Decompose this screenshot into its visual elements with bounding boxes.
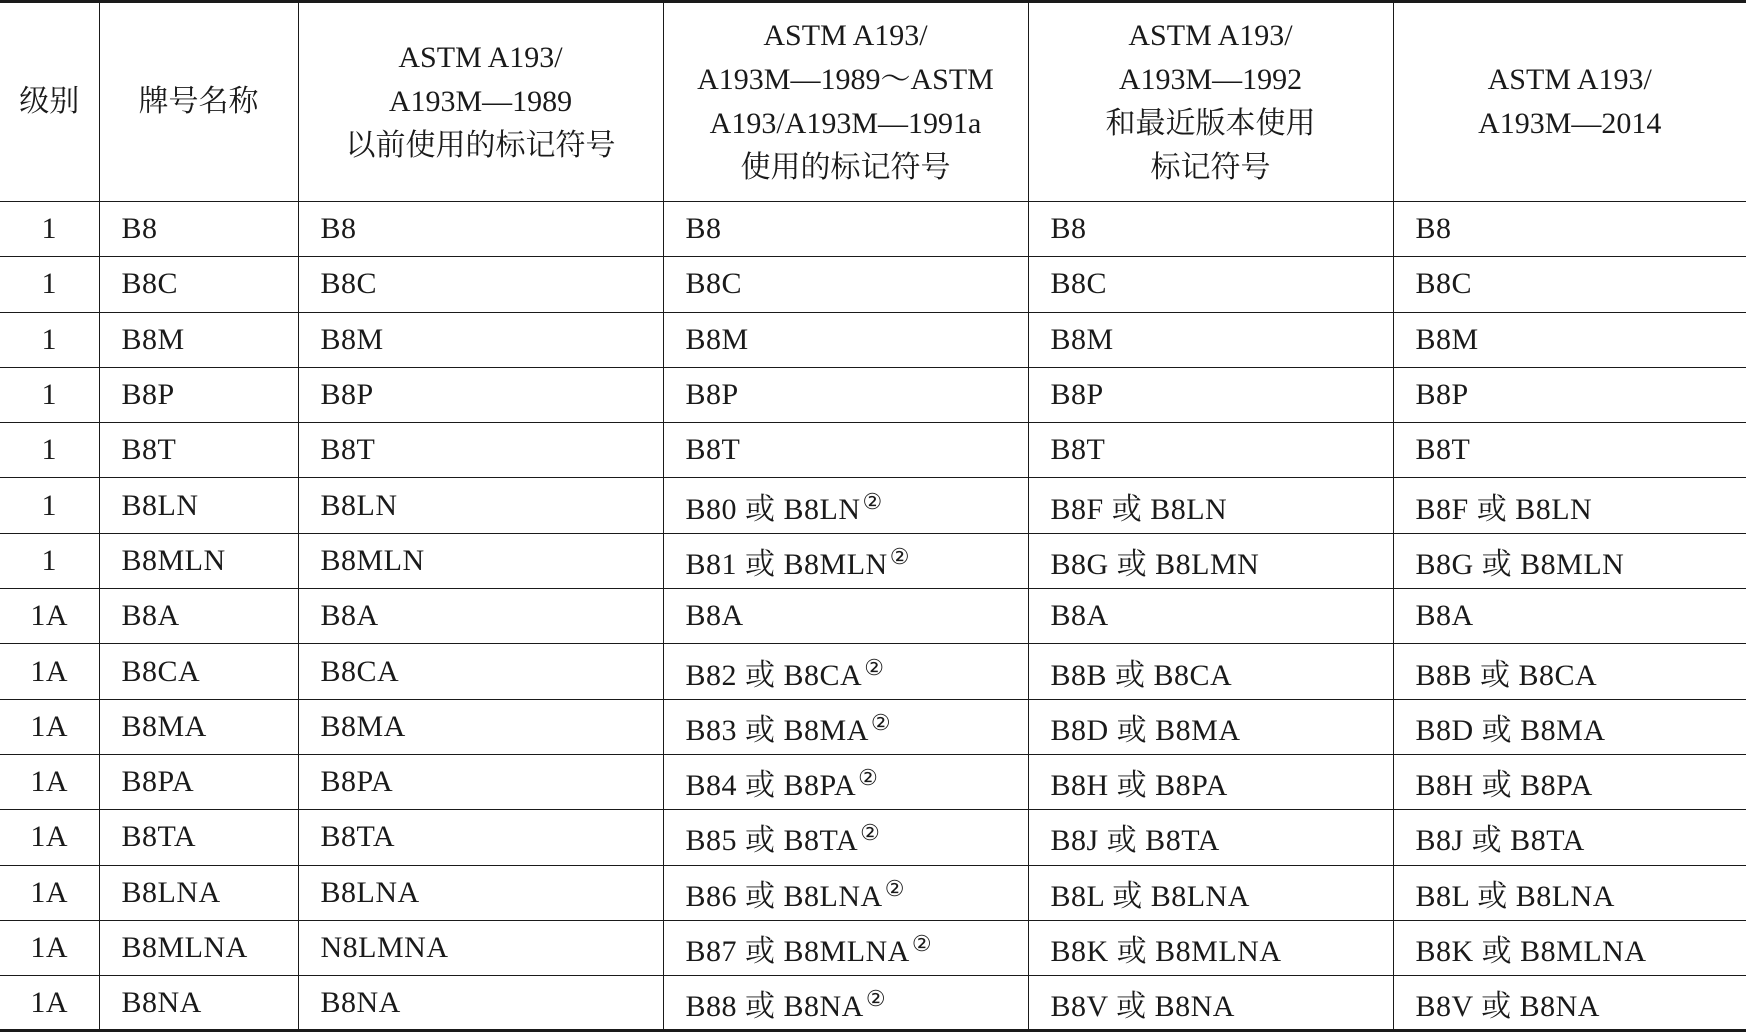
cell-text: B8A <box>1415 599 1474 633</box>
cell-marking-pre-1989 <box>298 257 663 312</box>
cell-text: B81 或 B8MLN <box>685 547 888 581</box>
cell-marking-1992-recent <box>1028 533 1393 588</box>
cell-marking-2014 <box>1393 754 1746 809</box>
column-header-marking-2014 <box>1393 2 1746 202</box>
cell-text: B8MLN <box>320 543 425 577</box>
cell-text: B87 或 B8MLNA <box>685 935 910 968</box>
cell-text: 1 <box>41 267 57 301</box>
table-row <box>0 367 1746 422</box>
cell-text: B8MA <box>121 709 207 743</box>
cell-text: B8NA <box>121 985 202 1019</box>
table-row <box>0 423 1746 478</box>
cell-marking-1992-recent <box>1028 202 1393 257</box>
cell-grade <box>0 865 99 920</box>
cell-text: B8T <box>121 433 177 467</box>
cell-text: B8P <box>1050 378 1104 412</box>
cell-text: B8M <box>1050 322 1114 356</box>
cell-text: B8M <box>121 322 185 356</box>
header-line: A193M—1989～ASTM <box>697 63 994 96</box>
cell-text: B8H 或 B8PA <box>1415 769 1593 803</box>
cell-text: B8A <box>685 599 744 633</box>
cell-text: B8PA <box>121 765 195 799</box>
header-line: A193M—2014 <box>1478 107 1662 140</box>
cell-text: B8PA <box>320 765 394 799</box>
cell-text: B8 <box>1415 212 1452 246</box>
cell-text: B8H 或 B8PA <box>1050 769 1228 803</box>
cell-designation <box>99 754 298 809</box>
cell-grade <box>0 533 99 588</box>
cell-designation <box>99 202 298 257</box>
table-row <box>0 920 1746 975</box>
cell-text: B8C <box>1050 267 1108 301</box>
cell-text: B8V 或 B8NA <box>1050 989 1235 1023</box>
cell-marking-1989-1991a <box>663 699 1028 754</box>
cell-grade <box>0 423 99 478</box>
cell-marking-1989-1991a <box>663 754 1028 809</box>
cell-text: B8V 或 B8NA <box>1415 989 1600 1023</box>
cell-text: B8P <box>320 378 374 412</box>
cell-text: B8CA <box>121 654 201 688</box>
cell-text: B8A <box>121 599 180 633</box>
cell-grade <box>0 202 99 257</box>
table-row <box>0 644 1746 699</box>
cell-text: B8TA <box>320 820 396 854</box>
cell-designation <box>99 312 298 367</box>
cell-marking-2014 <box>1393 423 1746 478</box>
cell-marking-2014 <box>1393 644 1746 699</box>
cell-marking-1989-1991a <box>663 202 1028 257</box>
cell-grade <box>0 589 99 644</box>
cell-marking-1992-recent <box>1028 312 1393 367</box>
cell-text: B8 <box>685 212 722 246</box>
cell-text: B8G 或 B8MLN <box>1415 547 1625 581</box>
cell-marking-1992-recent <box>1028 367 1393 422</box>
header-line: 牌号名称 <box>138 85 259 118</box>
header-line: 使用的标记符号 <box>740 151 951 184</box>
cell-marking-2014 <box>1393 312 1746 367</box>
table-row <box>0 202 1746 257</box>
footnote-marker: ② <box>911 931 933 956</box>
cell-text: B8C <box>1415 267 1473 301</box>
header-line: A193M—1989 <box>388 85 573 118</box>
cell-grade <box>0 312 99 367</box>
cell-designation <box>99 533 298 588</box>
cell-text: B80 或 B8LN <box>685 492 861 526</box>
cell-text: B8K 或 B8MLNA <box>1050 935 1282 968</box>
cell-marking-1992-recent <box>1028 865 1393 920</box>
cell-marking-1992-recent <box>1028 754 1393 809</box>
cell-text: B8M <box>320 322 384 356</box>
header-line: 以前使用的标记符号 <box>345 129 616 162</box>
cell-marking-pre-1989 <box>298 644 663 699</box>
cell-designation <box>99 976 298 1031</box>
cell-text: B8 <box>121 212 158 246</box>
cell-text: B8MA <box>320 709 406 743</box>
table-row <box>0 312 1746 367</box>
cell-designation <box>99 644 298 699</box>
cell-text: N8LMNA <box>320 931 449 964</box>
cell-designation <box>99 367 298 422</box>
footnote-marker: ② <box>870 709 892 735</box>
footnote-marker: ② <box>884 875 905 901</box>
cell-grade <box>0 810 99 865</box>
header-line: 和最近版本使用 <box>1105 107 1316 140</box>
cell-text: B8K 或 B8MLNA <box>1415 935 1647 968</box>
cell-text: B8T <box>1415 433 1471 467</box>
cell-text: B83 或 B8MA <box>685 713 869 747</box>
cell-marking-2014 <box>1393 976 1746 1031</box>
table-row <box>0 810 1746 865</box>
table-row <box>0 865 1746 920</box>
cell-text: 1A <box>30 654 69 688</box>
table-row <box>0 257 1746 312</box>
cell-marking-pre-1989 <box>298 478 663 533</box>
cell-text: B8D 或 B8MA <box>1415 713 1606 747</box>
cell-grade <box>0 257 99 312</box>
table-body <box>0 202 1746 1031</box>
cell-marking-2014 <box>1393 699 1746 754</box>
cell-grade <box>0 478 99 533</box>
cell-text: B8M <box>685 322 749 356</box>
cell-text: B8T <box>685 433 741 467</box>
cell-grade <box>0 644 99 699</box>
table-row <box>0 976 1746 1031</box>
cell-text: B8A <box>320 599 379 633</box>
cell-text: 1A <box>30 820 69 854</box>
cell-text: B8C <box>685 267 743 301</box>
cell-text: B8L 或 B8LNA <box>1050 879 1250 913</box>
column-header-designation <box>99 2 298 202</box>
cell-text: B82 或 B8CA <box>685 658 863 692</box>
cell-text: 1 <box>41 322 57 356</box>
cell-marking-pre-1989 <box>298 202 663 257</box>
cell-text: B8LNA <box>320 875 420 909</box>
cell-grade <box>0 367 99 422</box>
cell-text: B8P <box>121 378 175 412</box>
cell-text: B8C <box>320 267 378 301</box>
cell-text: 1A <box>30 765 69 799</box>
cell-marking-1992-recent <box>1028 810 1393 865</box>
cell-text: B8 <box>320 212 357 246</box>
header-line: ASTM A193/ <box>1487 63 1652 96</box>
cell-text: B8G 或 B8LMN <box>1050 547 1260 581</box>
cell-marking-1989-1991a <box>663 920 1028 975</box>
cell-marking-pre-1989 <box>298 865 663 920</box>
header-line: 标记符号 <box>1150 151 1271 184</box>
cell-text: B8A <box>1050 599 1109 633</box>
cell-text: B8B 或 B8CA <box>1415 658 1598 692</box>
table-row <box>0 754 1746 809</box>
cell-marking-2014 <box>1393 810 1746 865</box>
cell-designation <box>99 478 298 533</box>
cell-text: B8F 或 B8LN <box>1415 492 1593 526</box>
cell-text: B8T <box>320 433 376 467</box>
cell-text: B8P <box>1415 378 1469 412</box>
cell-text: B8CA <box>320 654 400 688</box>
cell-marking-1992-recent <box>1028 699 1393 754</box>
cell-grade <box>0 699 99 754</box>
footnote-marker: ② <box>864 654 885 680</box>
cell-text: 1A <box>30 875 69 909</box>
cell-marking-1989-1991a <box>663 976 1028 1031</box>
cell-marking-1989-1991a <box>663 478 1028 533</box>
cell-marking-pre-1989 <box>298 699 663 754</box>
cell-marking-pre-1989 <box>298 920 663 975</box>
cell-marking-1989-1991a <box>663 644 1028 699</box>
cell-text: 1 <box>41 433 57 467</box>
cell-marking-1989-1991a <box>663 367 1028 422</box>
cell-marking-2014 <box>1393 257 1746 312</box>
footnote-marker: ② <box>865 985 887 1011</box>
cell-marking-2014 <box>1393 478 1746 533</box>
header-line: ASTM A193/ <box>1128 19 1293 52</box>
cell-text: B8P <box>685 378 739 412</box>
footnote-marker: ② <box>889 543 910 569</box>
cell-marking-1992-recent <box>1028 920 1393 975</box>
cell-marking-1989-1991a <box>663 589 1028 644</box>
cell-marking-1989-1991a <box>663 423 1028 478</box>
cell-grade <box>0 920 99 975</box>
cell-marking-1989-1991a <box>663 257 1028 312</box>
cell-text: B8J 或 B8TA <box>1050 824 1220 858</box>
cell-text: 1A <box>30 931 69 964</box>
cell-designation <box>99 699 298 754</box>
column-header-marking-1992-recent <box>1028 2 1393 202</box>
header-line: A193M—1992 <box>1118 63 1303 96</box>
cell-text: B8LN <box>121 488 199 522</box>
footnote-marker: ② <box>860 820 881 846</box>
cell-marking-1989-1991a <box>663 533 1028 588</box>
cell-marking-1992-recent <box>1028 478 1393 533</box>
cell-text: B88 或 B8NA <box>685 989 864 1023</box>
cell-text: B8F 或 B8LN <box>1050 492 1228 526</box>
table-row <box>0 699 1746 754</box>
header-line: A193/A193M—1991a <box>709 107 982 140</box>
cell-text: B8J 或 B8TA <box>1415 824 1585 858</box>
cell-text: B84 或 B8PA <box>685 769 857 803</box>
cell-text: B8T <box>1050 433 1106 467</box>
cell-designation <box>99 423 298 478</box>
cell-marking-1992-recent <box>1028 423 1393 478</box>
cell-text: 1 <box>41 212 57 246</box>
cell-text: B8MLN <box>121 543 226 577</box>
cell-text: B8NA <box>320 985 401 1019</box>
cell-designation <box>99 810 298 865</box>
cell-text: B8B 或 B8CA <box>1050 658 1233 692</box>
cell-text: B8M <box>1415 322 1479 356</box>
cell-designation <box>99 865 298 920</box>
footnote-marker: ② <box>862 488 883 514</box>
cell-marking-pre-1989 <box>298 367 663 422</box>
header-line: 级别 <box>19 85 80 118</box>
cell-marking-1992-recent <box>1028 589 1393 644</box>
column-header-marking-1989-1991a <box>663 2 1028 202</box>
cell-marking-pre-1989 <box>298 976 663 1031</box>
cell-text: B8LNA <box>121 875 221 909</box>
header-line: ASTM A193/ <box>398 41 563 74</box>
cell-marking-2014 <box>1393 865 1746 920</box>
cell-designation <box>99 589 298 644</box>
cell-text: B8C <box>121 267 179 301</box>
table-row <box>0 478 1746 533</box>
cell-marking-pre-1989 <box>298 754 663 809</box>
cell-designation <box>99 920 298 975</box>
cell-text: 1 <box>41 543 57 577</box>
cell-text: 1A <box>30 709 69 743</box>
cell-text: 1A <box>30 985 69 1019</box>
cell-text: 1A <box>30 599 69 633</box>
cell-text: B8 <box>1050 212 1087 246</box>
cell-marking-pre-1989 <box>298 533 663 588</box>
cell-designation <box>99 257 298 312</box>
cell-marking-1989-1991a <box>663 810 1028 865</box>
cell-text: 1 <box>41 378 57 412</box>
cell-marking-pre-1989 <box>298 312 663 367</box>
table-row <box>0 589 1746 644</box>
cell-marking-1989-1991a <box>663 865 1028 920</box>
cell-marking-1989-1991a <box>663 312 1028 367</box>
cell-marking-1992-recent <box>1028 644 1393 699</box>
cell-marking-2014 <box>1393 533 1746 588</box>
cell-marking-2014 <box>1393 367 1746 422</box>
column-header-marking-pre-1989 <box>298 2 663 202</box>
cell-text: B86 或 B8LNA <box>685 879 883 913</box>
table-header <box>0 2 1746 202</box>
cell-marking-pre-1989 <box>298 810 663 865</box>
cell-marking-1992-recent <box>1028 257 1393 312</box>
cell-text: B8TA <box>121 820 197 854</box>
column-header-grade <box>0 2 99 202</box>
cell-text: B8L 或 B8LNA <box>1415 879 1615 913</box>
cell-grade <box>0 976 99 1031</box>
cell-marking-2014 <box>1393 202 1746 257</box>
cell-text: B8LN <box>320 488 398 522</box>
cell-text: B8D 或 B8MA <box>1050 713 1241 747</box>
header-line: ASTM A193/ <box>763 19 928 52</box>
cell-marking-pre-1989 <box>298 589 663 644</box>
cell-text: 1 <box>41 488 57 522</box>
cell-marking-pre-1989 <box>298 423 663 478</box>
cell-text: B8MLNA <box>121 931 248 964</box>
header-row <box>0 2 1746 202</box>
table-row <box>0 533 1746 588</box>
cell-marking-1992-recent <box>1028 976 1393 1031</box>
cell-grade <box>0 754 99 809</box>
footnote-marker: ② <box>858 765 879 791</box>
cell-marking-2014 <box>1393 920 1746 975</box>
cell-text: B85 或 B8TA <box>685 824 859 858</box>
cell-marking-2014 <box>1393 589 1746 644</box>
